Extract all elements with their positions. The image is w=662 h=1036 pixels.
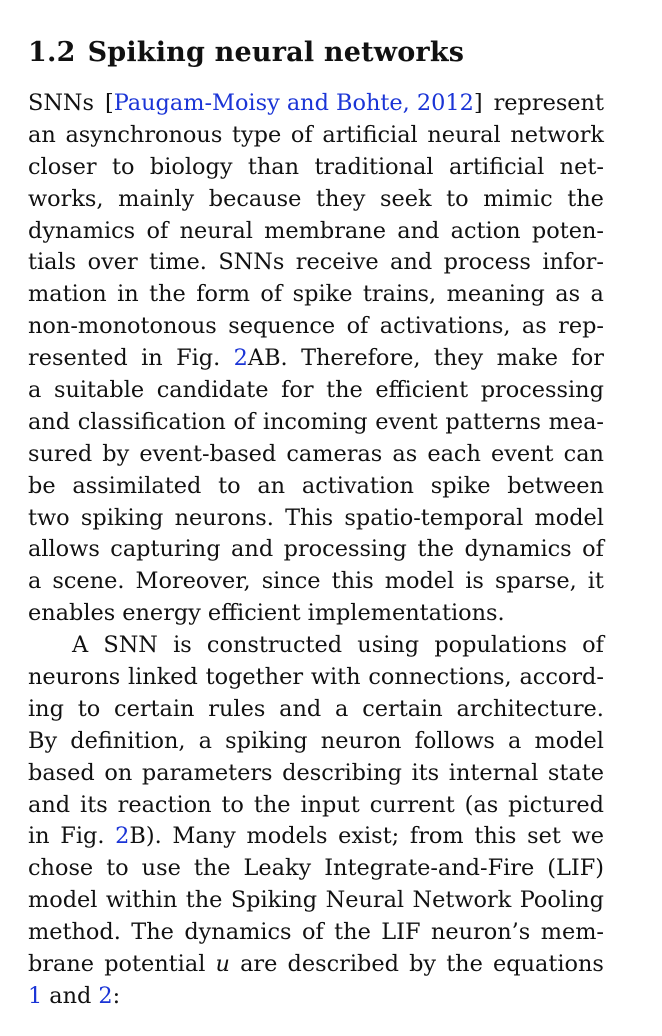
- citation-link[interactable]: Paugam-Moisy and Bohte, 2012: [113, 90, 474, 116]
- equation-ref-link[interactable]: 1: [28, 982, 43, 1009]
- text-line: and its reaction to the input current (as pictured: [28, 791, 604, 818]
- text-line: mation in the form of spike trains, meaning as a: [28, 281, 604, 308]
- text-line: a suitable candidate for the efficient processing: [28, 377, 604, 404]
- text-line: dynamics of neural membrane and action poten-: [28, 217, 604, 244]
- text-line: method. The dynamics of the LIF neuron’s mem-: [28, 919, 604, 946]
- section-number: 1.2: [28, 37, 76, 68]
- text-line: ing to certain rules and a certain architecture.: [28, 695, 604, 722]
- text-line: closer to biology than traditional artificial net-: [28, 153, 604, 180]
- paragraph-2: [28, 630, 604, 1013]
- text-line: brane potential u are described by the equations: [28, 949, 604, 981]
- text-line: SNNs [Paugam-Moisy and Bohte, 2012] represent: [28, 90, 604, 116]
- text-line: two spiking neurons. This spatio-temporal model: [28, 504, 604, 531]
- text-line: be assimilated to an activation spike between: [28, 472, 604, 499]
- text-line: resented in Fig. 2AB. Therefore, they make for: [28, 345, 604, 372]
- text-line: a scene. Moreover, since this model is sparse, it: [28, 568, 604, 595]
- text-line: and classification of incoming event patterns mea-: [28, 408, 604, 435]
- text-line: sured by event-based cameras as each event can: [28, 440, 604, 467]
- text-line: A SNN is constructed using populations of: [72, 632, 604, 659]
- text-line: model within the Spiking Neural Network Pooling: [28, 887, 604, 914]
- text-line: works, mainly because they seek to mimic the: [28, 185, 604, 212]
- section-heading: [28, 30, 604, 76]
- paper-page: [28, 30, 604, 1013]
- text-line: By definition, a spiking neuron follows a model: [28, 727, 604, 754]
- text-line: neurons linked together with connections, accord-: [28, 664, 604, 691]
- math-variable-u: u: [215, 951, 230, 978]
- text-line: non-monotonous sequence of activations, as rep-: [28, 313, 604, 340]
- text-line: enables energy efficient implementations.: [28, 600, 505, 627]
- text-line: chose to use the Leaky Integrate-and-Fire (LIF): [28, 855, 604, 882]
- paragraph-1: [28, 88, 604, 630]
- text-line: in Fig. 2B). Many models exist; from this set we: [28, 823, 604, 850]
- section-title: Spiking neural networks: [87, 37, 465, 68]
- text-line: based on parameters describing its internal state: [28, 759, 604, 786]
- text-line: an asynchronous type of artificial neural network: [28, 121, 604, 148]
- text-line: tials over time. SNNs receive and process infor-: [28, 249, 604, 276]
- text-line: 1 and 2:: [28, 981, 604, 1013]
- figure-ref-link[interactable]: 2: [233, 345, 248, 372]
- figure-ref-link[interactable]: 2: [115, 823, 130, 850]
- equation-ref-link[interactable]: 2: [98, 982, 113, 1009]
- text-line: allows capturing and processing the dynamics of: [28, 536, 604, 563]
